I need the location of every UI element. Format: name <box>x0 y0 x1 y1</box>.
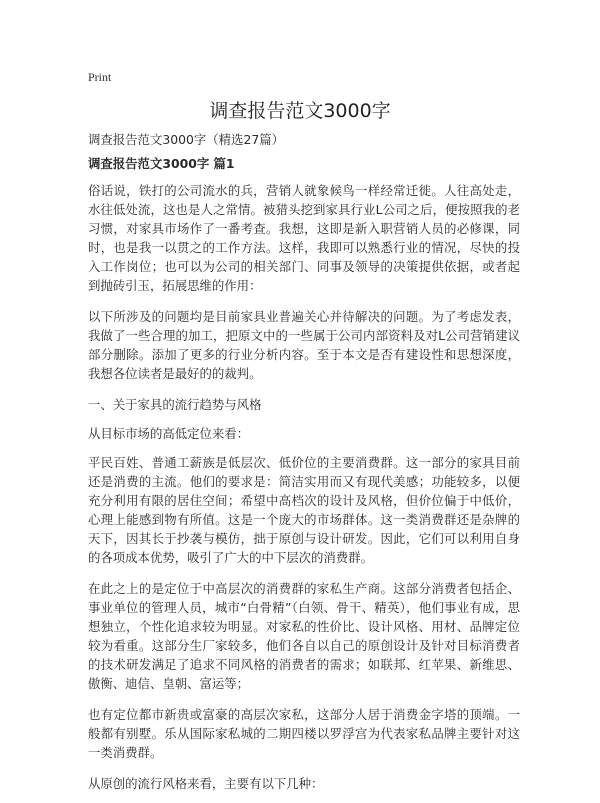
document-body <box>88 130 520 803</box>
paragraph-original-styles: 从原创的流行风格来看，主要有以下几种： <box>88 776 324 791</box>
paragraph-low-tier: 平民百姓、普通工薪族是低层次、低价位的主要消费群。这一部分的家具目前还是消费的主流。他们的要求是：简洁实用而又有现代美感；功能较多，以便充分利用有限的居住空间；希望中高档次的设计及风格，但价位偏于中低价，心理上能感到物有所值。这是一个庞大的市场群体。这一类消费群还是杂牌的天下，因其长于抄袭与模仿，拙于原创与设计研发。因此，它们可以利用自身的各项成本优势，吸引了广大的中下层次的消费群。 <box>88 455 520 565</box>
document-subtitle: 调查报告范文3000字（精选27篇） <box>88 132 284 147</box>
page-title: 调查报告范文3000字 <box>209 100 391 122</box>
print-label: Print <box>88 70 112 84</box>
paragraph-intro: 俗话说，铁打的公司流水的兵，营销人就象候鸟一样经常迁徙。人往高处走，水往低处流，这也是人之常情。被猎头挖到家具行业L公司之后，便按照我的老习惯，对家具市场作了一番考查。我想，这即是新入职营销人员的必修课，同时，也是我一以贯之的工作方法。这样，我即可以熟悉行业的情况，尽快的投入工作岗位；也可以为公司的相关部门、同事及领导的决策提供依据，或者起到抛砖引玉，拓展思维的作用： <box>88 183 520 293</box>
section-heading: 调查报告范文3000字 篇1 <box>88 156 235 171</box>
paragraph-scope: 以下所涉及的问题均是目前家具业普遍关心并待解决的问题。为了考虑发表，我做了一些合理的加工，把原文中的一些属于公司内部资料及对L公司营销建议部分删除。添加了更多的行业分析内容。至于本文是否有建设性和思想深度，我想各位读者是最好的的裁判。 <box>88 309 520 381</box>
paragraph-market-positioning: 从目标市场的高低定位来看： <box>88 426 250 441</box>
paragraph-mid-tier: 在此之上的是定位于中高层次的消费群的家私生产商。这部分消费者包括企、事业单位的管理人员，城市“白骨精”（白领、骨干、精英），他们事业有成，思想独立，个性化追求较为明显。对家私的性价比、设计风格、用材、品牌定位较为看重。这部分生厂家较多，他们各自以自己的原创设计及针对目标消费者的技术研发满足了追求不同风格的消费者的需求；如联邦、红苹果、新维思、傲衡、迪信、皇朝、富运等； <box>88 581 520 691</box>
paragraph-high-tier: 也有定位都市新贵或富豪的高层次家私，这部分人居于消费金字塔的顶端。一般都有别墅。乐从国际家私城的二期四楼以罗浮宫为代表家私品牌主要针对这一类消费群。 <box>88 707 520 760</box>
subheading-trends: 一、关于家具的流行趋势与风格 <box>88 397 262 412</box>
